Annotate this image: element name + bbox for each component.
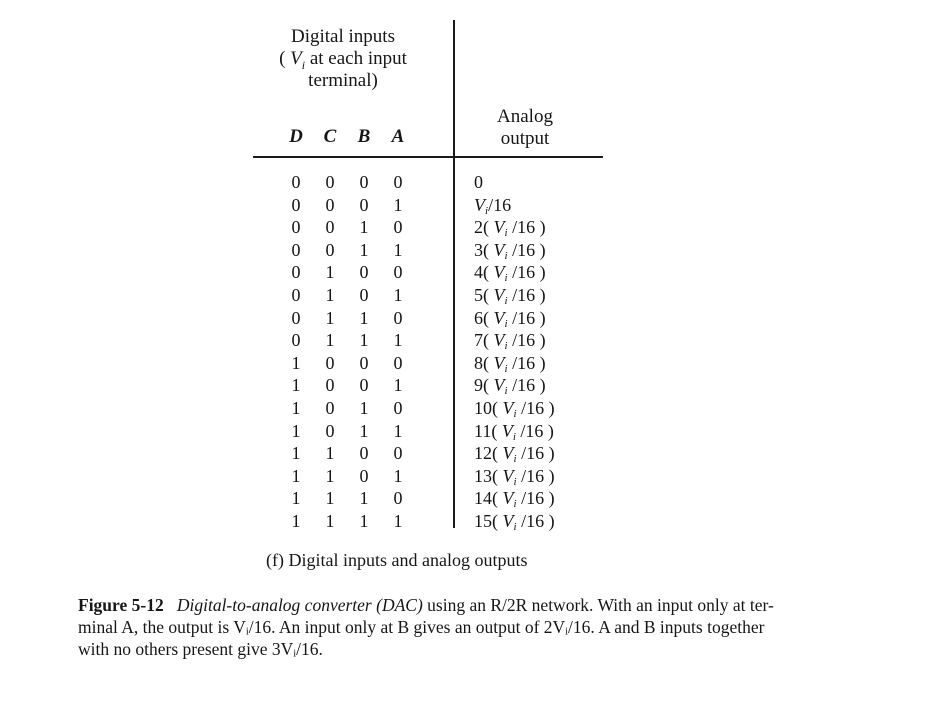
figure-caption-line1-rest: using an R/2R network. With an input only at ter- xyxy=(422,595,774,615)
bit-cell-d: 1 xyxy=(291,443,301,464)
column-header-b: B xyxy=(357,126,371,147)
table-row xyxy=(0,487,939,510)
analog-output-cell: 14( $V_i$ /16 ) xyxy=(474,488,555,511)
bit-cell-a: 1 xyxy=(393,239,403,260)
bit-cell-c: 1 xyxy=(325,465,335,486)
bit-cell-d: 1 xyxy=(291,398,301,418)
bit-cell-a: 1 xyxy=(393,194,403,215)
bit-cell-a: 0 xyxy=(393,172,403,192)
bit-cell-d: 1 xyxy=(291,420,301,441)
analog-output-cell: 7( $V_i$ /16 ) xyxy=(474,330,546,353)
table-horizontal-rule xyxy=(253,156,603,158)
bit-cell-c: 1 xyxy=(325,262,335,283)
bit-cell-d: 0 xyxy=(291,307,301,328)
inputs-header-line3: terminal) xyxy=(308,70,378,91)
table-row xyxy=(0,329,939,352)
bit-cell-d: 1 xyxy=(291,488,301,509)
analog-output-cell: 13( $V_i$ /16 ) xyxy=(474,465,555,488)
table-row xyxy=(0,194,939,217)
table-row xyxy=(0,216,939,239)
table-row xyxy=(0,307,939,330)
table-row xyxy=(0,510,939,533)
bit-cell-b: 1 xyxy=(359,398,369,418)
inputs-header-var: V xyxy=(290,48,302,69)
analog-output-cell: 3( $V_i$ /16 ) xyxy=(474,239,546,262)
analog-output-cell: 4( $V_i$ /16 ) xyxy=(474,262,546,285)
analog-output-cell: $V_i/16$ xyxy=(474,194,512,217)
bit-cell-a: 1 xyxy=(393,465,403,486)
bit-cell-a: 0 xyxy=(393,443,403,464)
analog-output-cell: 6( $V_i$ /16 ) xyxy=(474,307,546,330)
bit-cell-b: 0 xyxy=(359,262,369,283)
bit-cell-b: 1 xyxy=(359,217,369,238)
table-row xyxy=(0,352,939,375)
bit-cell-d: 1 xyxy=(291,352,301,373)
analog-output-cell: 12( $V_i$ /16 ) xyxy=(474,443,555,466)
bit-cell-d: 1 xyxy=(291,511,301,531)
bit-cell-a: 1 xyxy=(393,420,403,441)
analog-output-cell: 15( $V_i$ /16 ) xyxy=(474,511,555,533)
bit-cell-a: 1 xyxy=(393,285,403,305)
inputs-header-sub: i xyxy=(301,57,306,72)
bit-cell-b: 0 xyxy=(359,375,369,396)
analog-output-cell: 0 xyxy=(474,172,483,192)
bit-cell-c: 0 xyxy=(325,217,335,238)
bit-cell-a: 1 xyxy=(393,511,403,531)
bit-cell-c: 1 xyxy=(325,307,335,328)
column-header-c: C xyxy=(323,126,337,147)
inputs-header-line1: Digital inputs xyxy=(291,26,395,47)
bit-cell-b: 0 xyxy=(359,194,369,215)
bit-cell-d: 1 xyxy=(291,465,301,486)
table-subcaption: (f) Digital inputs and analog outputs xyxy=(266,550,528,570)
column-header-a: A xyxy=(391,126,405,147)
bit-cell-d: 0 xyxy=(291,330,301,351)
bit-cell-c: 1 xyxy=(325,511,335,531)
table-row xyxy=(0,261,939,284)
bit-cell-b: 0 xyxy=(359,443,369,464)
bit-cell-c: 0 xyxy=(325,239,335,260)
bit-cell-b: 1 xyxy=(359,488,369,509)
figure-label: Figure 5-12 xyxy=(78,595,164,615)
table-row xyxy=(0,374,939,397)
bit-cell-c: 0 xyxy=(325,172,335,192)
table-row xyxy=(0,284,939,307)
analog-output-cell: 2( $V_i$ /16 ) xyxy=(474,217,546,240)
bit-cell-d: 0 xyxy=(291,262,301,283)
analog-output-cell: 5( $V_i$ /16 ) xyxy=(474,285,546,307)
bit-cell-c: 1 xyxy=(325,443,335,464)
bit-cell-b: 0 xyxy=(359,285,369,305)
bit-cell-c: 0 xyxy=(325,352,335,373)
bit-cell-c: 1 xyxy=(325,285,335,305)
analog-output-cell: 8( $V_i$ /16 ) xyxy=(474,352,546,375)
table-row xyxy=(0,420,939,443)
bit-cell-d: 0 xyxy=(291,172,301,192)
bit-cell-a: 1 xyxy=(393,330,403,351)
bit-cell-b: 1 xyxy=(359,239,369,260)
analog-output-cell: 10( $V_i$ /16 ) xyxy=(474,398,555,420)
bit-cell-c: 1 xyxy=(325,330,335,351)
analog-output-cell: 9( $V_i$ /16 ) xyxy=(474,375,546,398)
bit-cell-b: 0 xyxy=(359,172,369,192)
figure-caption-line2: minal A, the output is Vᵢ/16. An input only at B gives an output of 2Vᵢ/16. A and B inputs together xyxy=(78,617,765,637)
bit-cell-d: 0 xyxy=(291,239,301,260)
table-row xyxy=(0,397,939,420)
bit-cell-c: 0 xyxy=(325,375,335,396)
bit-cell-a: 0 xyxy=(393,217,403,238)
bit-cell-b: 1 xyxy=(359,420,369,441)
column-header-d: D xyxy=(289,126,303,147)
output-header-line2: output xyxy=(500,128,550,149)
inputs-header-line2-pre: ( xyxy=(279,48,291,69)
figure-title: Digital-to-analog converter (DAC) xyxy=(176,595,423,615)
bit-cell-d: 0 xyxy=(291,285,301,305)
bit-cell-b: 1 xyxy=(359,330,369,351)
analog-output-cell: 11( $V_i$ /16 ) xyxy=(474,420,554,443)
bit-cell-b: 0 xyxy=(359,465,369,486)
output-header-line1: Analog xyxy=(497,106,553,127)
bit-cell-a: 1 xyxy=(393,375,403,396)
bit-cell-a: 0 xyxy=(393,488,403,509)
bit-cell-d: 0 xyxy=(291,217,301,238)
bit-cell-c: 1 xyxy=(325,488,335,509)
inputs-header-line2-post: at each input xyxy=(305,48,407,69)
bit-cell-c: 0 xyxy=(325,420,335,441)
table-row xyxy=(0,442,939,465)
bit-cell-a: 0 xyxy=(393,352,403,373)
bit-cell-b: 1 xyxy=(359,511,369,531)
table-row xyxy=(0,465,939,488)
table-row xyxy=(0,171,939,194)
bit-cell-a: 0 xyxy=(393,398,403,418)
bit-cell-c: 0 xyxy=(325,398,335,418)
bit-cell-b: 0 xyxy=(359,352,369,373)
figure-caption-line3: with no others present give 3Vᵢ/16. xyxy=(78,639,323,659)
figure-caption-line1 xyxy=(78,594,908,616)
bit-cell-c: 0 xyxy=(325,194,335,215)
bit-cell-b: 1 xyxy=(359,307,369,328)
figure-caption xyxy=(78,594,908,660)
bit-cell-a: 0 xyxy=(393,307,403,328)
bit-cell-d: 1 xyxy=(291,375,301,396)
bit-cell-a: 0 xyxy=(393,262,403,283)
bit-cell-d: 0 xyxy=(291,194,301,215)
table-row xyxy=(0,239,939,262)
